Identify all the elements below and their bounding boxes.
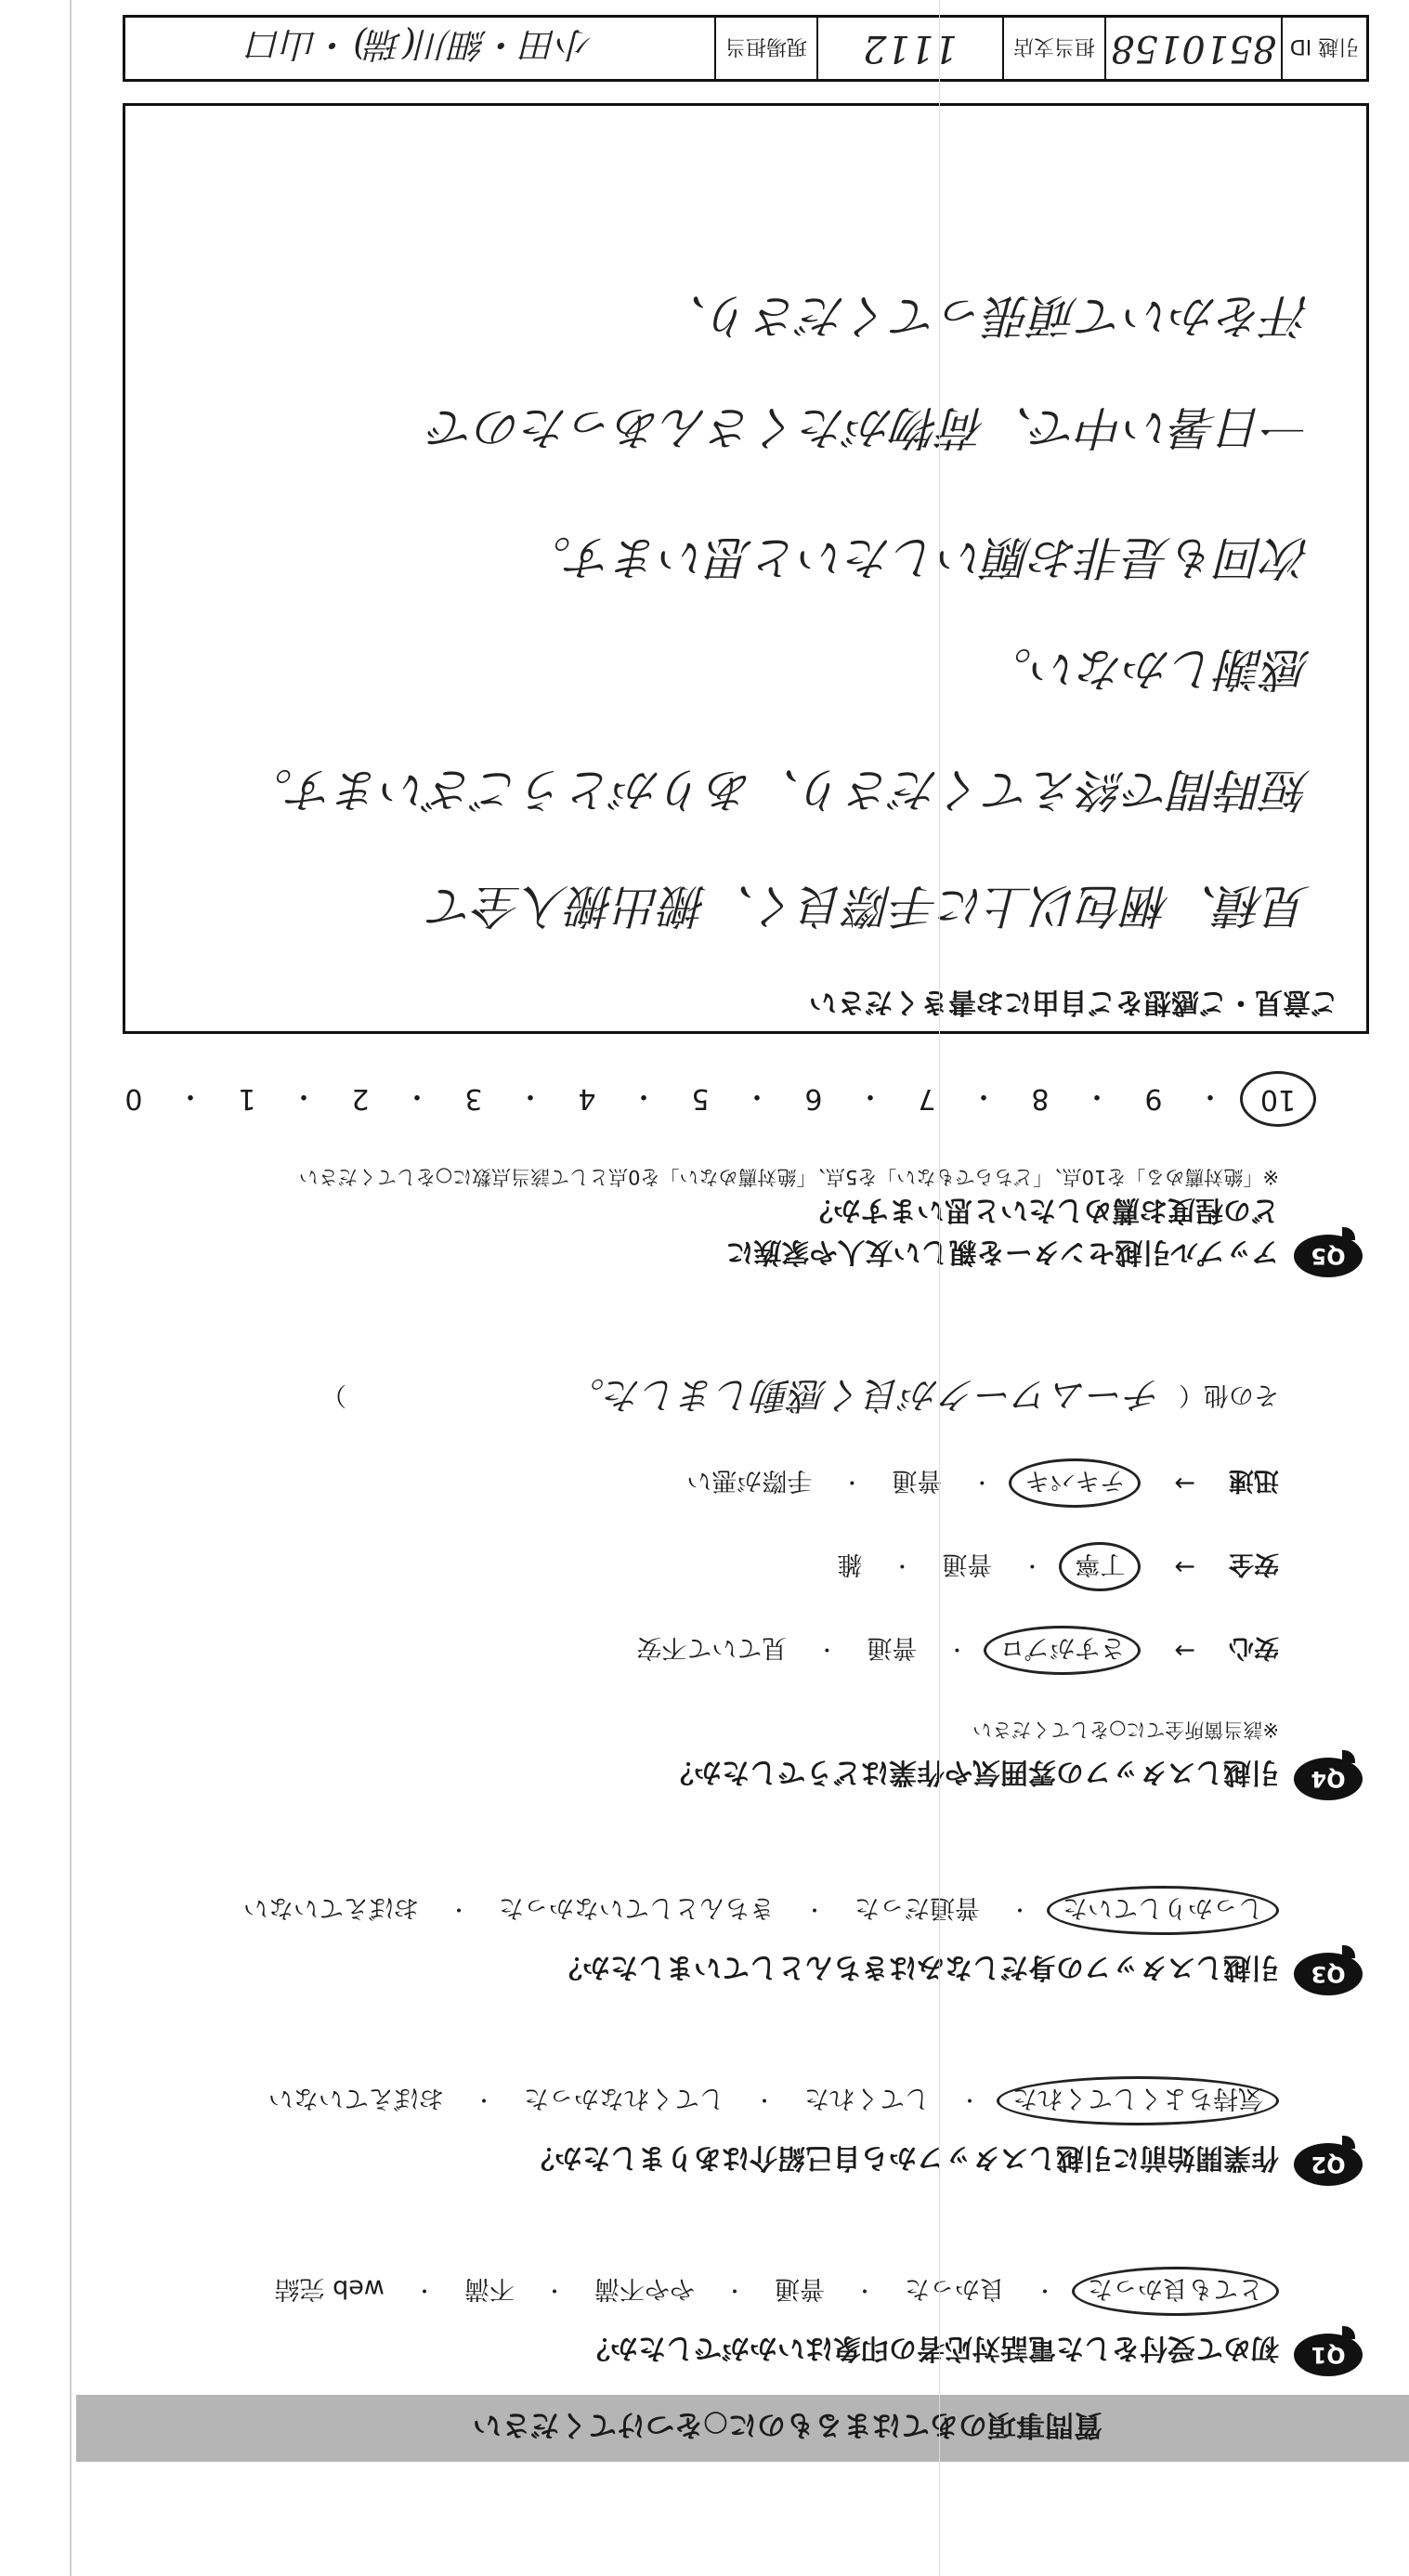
q4-speed-opt-1[interactable]: テキパキ (1009, 1458, 1141, 1508)
recommend-scale: 10 ・ 9 ・ 8 ・ 7 ・ 6 ・ 5 ・ 4 ・ 3 ・ 2 ・ 1 ・ 0 (107, 1071, 1316, 1127)
scale-8[interactable]: 8 (1031, 1082, 1050, 1116)
q4-speed-opt-3[interactable]: 手際が悪い (686, 1466, 813, 1495)
scale-0[interactable]: 0 (124, 1082, 143, 1116)
q4-row-safety: 安全 → 丁寧 ・ 普通 ・ 雑 (824, 1542, 1279, 1591)
q1-opt-6[interactable]: web 完結 (274, 2274, 385, 2303)
q5-question-line-2: どの程度お薦めしたいと思いますか？ (805, 1194, 1279, 1226)
scale-6[interactable]: 6 (804, 1082, 823, 1116)
scale-3[interactable]: 3 (464, 1082, 483, 1116)
q4-speed-label: 迅速 (1229, 1466, 1279, 1495)
comment-line-5: 一日暑い中で、荷物がたくさんあったので (429, 400, 1311, 454)
q2-opt-3[interactable]: してくれなかった (523, 2084, 724, 2112)
staff-value: 小田・細川(瑞)・山口 (125, 18, 716, 79)
scale-7[interactable]: 7 (918, 1082, 936, 1116)
scale-4[interactable]: 4 (578, 1082, 596, 1116)
comment-line-1: 見積、梱包以上に手際良く、搬出搬入全て (429, 879, 1311, 933)
q3-opt-3[interactable]: きちんとしていなかった (498, 1893, 775, 1922)
scale-1[interactable]: 1 (238, 1082, 256, 1116)
q3-options: しっかりしていた ・ 普通だった ・ きちんとしていなかった ・ おぼえていない (230, 1886, 1279, 1935)
q4-safety-opt-3[interactable]: 雑 (837, 1550, 863, 1578)
q2-opt-2[interactable]: してくれた (803, 2084, 930, 2112)
q4-reassurance-label: 安心 (1229, 1633, 1279, 1662)
comments-box (123, 103, 1369, 1034)
id-value: 8510158 (1106, 18, 1283, 79)
comment-line-4: 次回も是非お願いしたいと思います。 (525, 530, 1311, 584)
q5-note: ※「絶対薦める」を10点、「どちらでもない」を5点、「絶対薦めない」を0点として該当点数に○をしてください (298, 1166, 1279, 1188)
id-label: 引越 ID (1289, 34, 1360, 59)
q4-safety-label: 安全 (1229, 1550, 1279, 1578)
q3-opt-1[interactable]: しっかりしていた (1047, 1886, 1279, 1935)
q2-options: 気持ちよくしてくれた ・ してくれた ・ してくれなかった ・ おぼえていない (255, 2076, 1279, 2125)
q4-other-close: ） (321, 1380, 346, 1409)
q4-reassurance-opt-2[interactable]: 普通 (867, 1633, 918, 1662)
q2-badge: Q2 (1294, 2143, 1363, 2186)
comments-title: ご意見・ご感想をご自由にお書きください (809, 986, 1338, 1018)
scale-2[interactable]: 2 (351, 1082, 370, 1116)
q1-badge: Q1 (1294, 2334, 1363, 2376)
q3-opt-4[interactable]: おぼえていない (242, 1893, 419, 1922)
branch-label: 担当支店 (1004, 18, 1106, 79)
q1-opt-5[interactable]: 不満 (463, 2274, 515, 2303)
instruction-banner-text: 質問事項のあてはまるものに○をつけてください (472, 2408, 1102, 2442)
q4-reassurance-opt-3[interactable]: 見ていて不安 (636, 1633, 788, 1662)
q5-badge: Q5 (1294, 1235, 1363, 1277)
q2-question: 作業開始前に引越しスタッフから自己紹介はありましたか？ (527, 2141, 1279, 2174)
comment-line-3: 感謝しかない。 (985, 642, 1311, 696)
q4-other-label: その他（ (1179, 1380, 1279, 1409)
fold-line (939, 0, 940, 2576)
q1-opt-2[interactable]: 良かった (904, 2274, 1005, 2303)
q4-row-reassurance: 安心 → さすがプロ ・ 普通 ・ 見ていて不安 (623, 1626, 1279, 1675)
q4-question: 引越しスタッフの雰囲気や作業はどうでしたか？ (666, 1756, 1279, 1788)
branch-value: 1112 (818, 18, 1004, 79)
q3-badge: Q3 (1294, 1953, 1363, 1995)
instruction-banner (76, 2395, 1409, 2462)
q4-badge: Q4 (1294, 1758, 1363, 1800)
comment-line-6: 汗をかいて頑張ってくださり、 (660, 289, 1311, 343)
q4-other-value[interactable]: チームワークが良く感動しました。 (568, 1373, 1162, 1416)
header-strip (123, 15, 1369, 82)
comment-line-2: 短時間で終えてくださり、ありがとうございます。 (246, 763, 1311, 817)
q2-opt-1[interactable]: 気持ちよくしてくれた (997, 2076, 1279, 2125)
q3-opt-2[interactable]: 普通だった (854, 1893, 980, 1922)
q3-question: 引越しスタッフの身だしなみはきちんとしていましたか？ (554, 1951, 1279, 1983)
q5-question-line-1: アップル引越センターを親しい友人や家族に (725, 1236, 1279, 1268)
q1-question: 初めて受付をした電話対応者の印象はいかがでしたか？ (582, 2332, 1279, 2364)
scale-5[interactable]: 5 (691, 1082, 710, 1116)
staff-label: 現場担当 (716, 18, 818, 79)
q4-safety-opt-2[interactable]: 普通 (942, 1550, 993, 1578)
q1-opt-4[interactable]: やや不満 (594, 2274, 695, 2303)
q4-note: ※該当箇所全てに○をしてください (972, 1719, 1279, 1741)
q4-other-row (321, 1371, 1279, 1424)
q1-opt-1[interactable]: とても良かった (1072, 2267, 1279, 2316)
q1-options: とても良かった ・ 良かった ・ 普通 ・ やや不満 ・ 不満 ・ web 完結 (262, 2267, 1280, 2316)
q4-row-speed: 迅速 → テキパキ ・ 普通 ・ 手際が悪い (673, 1458, 1279, 1508)
q2-opt-4[interactable]: おぼえていない (267, 2084, 444, 2112)
q4-reassurance-opt-1[interactable]: さすがプロ (984, 1626, 1141, 1675)
q4-safety-opt-1[interactable]: 丁寧 (1059, 1542, 1141, 1591)
scale-10[interactable]: 10 (1240, 1071, 1316, 1127)
scale-9[interactable]: 9 (1144, 1082, 1163, 1116)
q4-speed-opt-2[interactable]: 普通 (892, 1466, 943, 1495)
q1-opt-3[interactable]: 普通 (774, 2274, 825, 2303)
right-edge-line (70, 0, 72, 2576)
